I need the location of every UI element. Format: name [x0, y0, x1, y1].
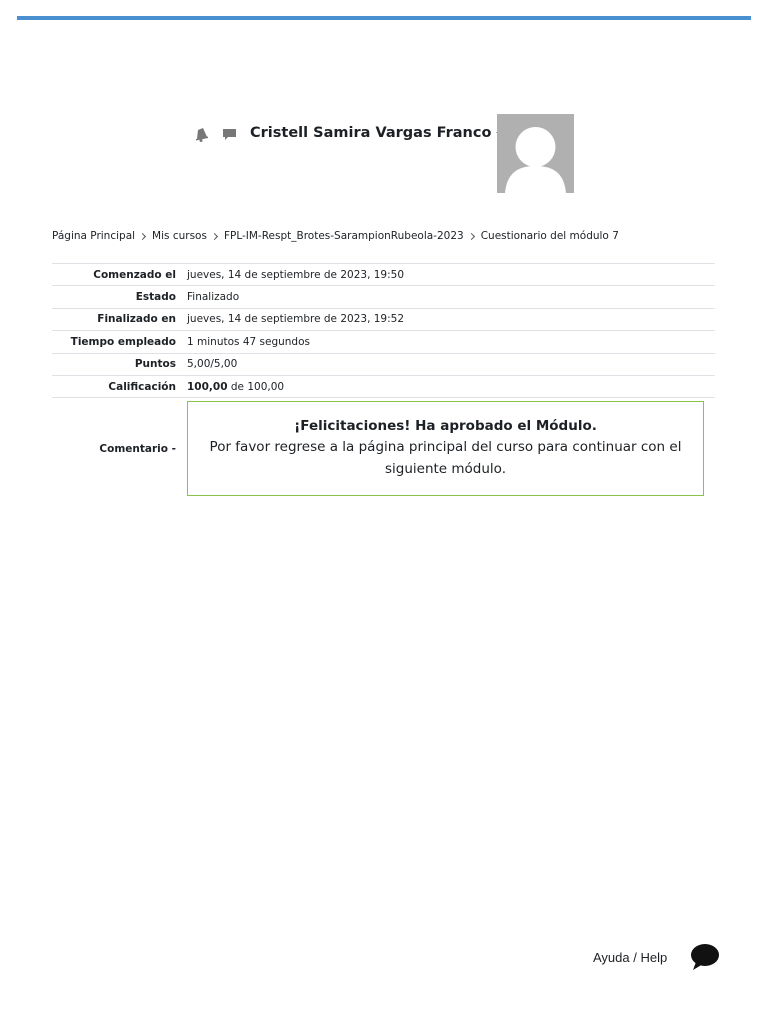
user-menu-toggle[interactable]: [250, 122, 504, 144]
message-icon[interactable]: [222, 127, 237, 142]
breadcrumb-course[interactable]: FPL-IM-Respt_Brotes-SarampionRubeola-2023: [223, 230, 464, 242]
row-value-completed: jueves, 14 de septiembre de 2023, 19:52: [187, 313, 404, 326]
row-label-state: Estado: [135, 291, 176, 304]
avatar[interactable]: [497, 114, 574, 193]
row-value-grade: [182, 375, 715, 397]
bell-icon[interactable]: [194, 127, 208, 142]
row-label-time-taken: Tiempo empleado: [70, 335, 176, 348]
row-value-started: jueves, 14 de septiembre de 2023, 19:50: [187, 268, 404, 281]
feedback-title: ¡Felicitaciones! Ha aprobado el Módulo.: [294, 418, 597, 435]
row-value-state: Finalizado: [187, 291, 240, 304]
user-name: Cristell Samira Vargas Franco: [250, 125, 492, 141]
feedback-text: Por favor regrese a la página principal del curso para continuar con el siguiente módulo.: [209, 439, 682, 478]
breadcrumb-quiz[interactable]: Cuestionario del módulo 7: [480, 230, 619, 242]
chevron-right-icon: [468, 232, 475, 239]
help-link[interactable]: Ayuda / Help: [593, 950, 668, 965]
row-value-time-taken: 1 minutos 47 segundos: [187, 335, 310, 348]
row-label-comment: Comentario -: [99, 442, 176, 455]
grade-value: 100,00: [187, 380, 228, 393]
attempt-summary-table: [52, 263, 715, 499]
row-label-completed: Finalizado en: [97, 313, 176, 326]
breadcrumb-my-courses[interactable]: Mis cursos: [152, 230, 207, 242]
user-header: [0, 114, 768, 194]
table-row: [52, 308, 715, 330]
table-row: [52, 398, 715, 500]
table-row: [52, 331, 715, 353]
grade-out-of: de 100,00: [227, 380, 285, 393]
table-row: [52, 375, 715, 397]
top-accent-bar: [17, 16, 751, 20]
row-label-started: Comenzado el: [93, 268, 176, 281]
chevron-right-icon: [139, 232, 146, 239]
chevron-right-icon: [211, 232, 218, 239]
table-row: [52, 353, 715, 375]
user-silhouette-icon: [497, 114, 574, 193]
row-label-marks: Puntos: [134, 358, 176, 371]
feedback-box: [187, 401, 704, 496]
row-label-grade: Calificación: [108, 380, 176, 393]
table-row: [52, 286, 715, 308]
breadcrumb-home[interactable]: Página Principal: [52, 230, 136, 242]
breadcrumb: [52, 230, 732, 242]
chat-bubble-icon[interactable]: [690, 943, 720, 971]
row-value-marks: 5,00/5,00: [187, 358, 238, 371]
table-row: [52, 264, 715, 286]
